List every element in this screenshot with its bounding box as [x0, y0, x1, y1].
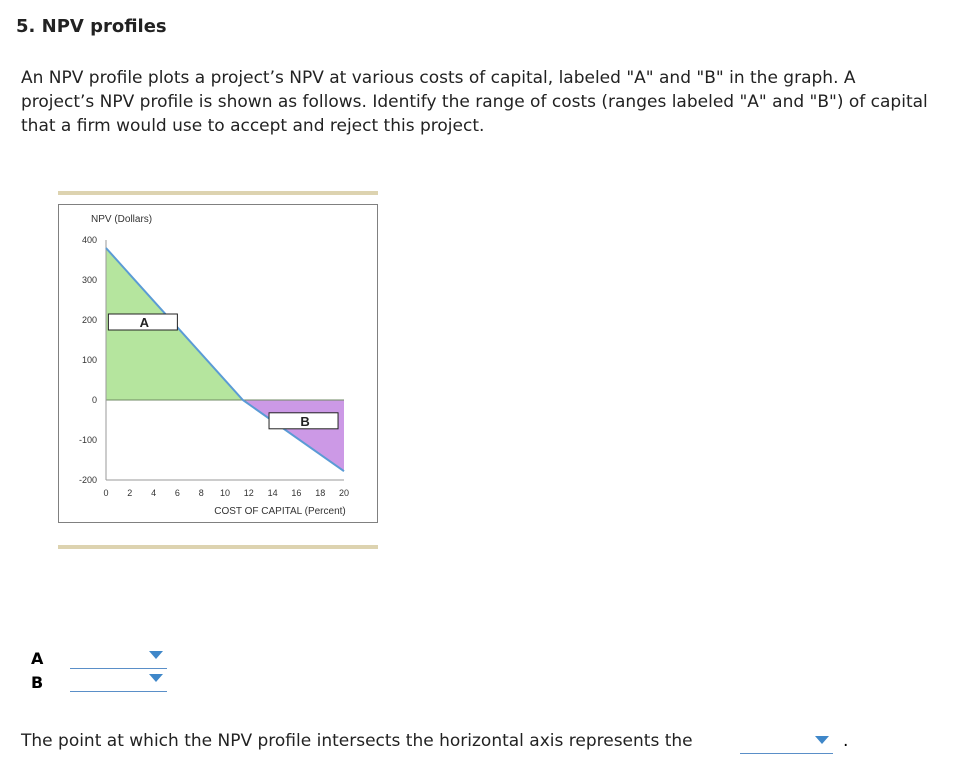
y-tick-label: 200	[81, 315, 97, 325]
x-tick-label: 10	[219, 488, 231, 498]
chevron-down-icon	[149, 674, 163, 682]
range-b-dropdown[interactable]	[70, 669, 167, 692]
y-tick-label: 300	[81, 275, 97, 285]
x-tick-label: 0	[103, 488, 109, 498]
y-tick-label: 0	[91, 395, 97, 405]
x-tick-label: 2	[127, 488, 133, 498]
chevron-down-icon	[815, 736, 829, 744]
chevron-down-icon	[149, 651, 163, 659]
y-tick-label: 400	[81, 235, 97, 245]
answer-label-b: B	[31, 673, 44, 692]
answer-label-a: A	[31, 649, 44, 668]
question-intro: An NPV profile plots a project’s NPV at various costs of capital, labeled "A" and "B" in the graph. A project’s NPV profile is shown as follows. Identify the range of costs (ranges labeled "A" and "B") of capital that a firm would use to accept and reject this project.	[21, 68, 928, 136]
npv-profile-chart	[58, 204, 378, 523]
question-title: 5. NPV profiles	[16, 16, 167, 37]
x-tick-label: 16	[291, 488, 302, 498]
intersection-question: The point at which the NPV profile intersects the horizontal axis represents the	[21, 731, 693, 751]
x-tick-label: 14	[267, 488, 278, 498]
y-tick-label: 100	[81, 355, 97, 365]
x-tick-label: 4	[151, 488, 157, 498]
x-tick-label: 20	[338, 488, 350, 498]
region-b-label: B	[300, 413, 310, 429]
sentence-period: .	[843, 731, 849, 751]
y-tick-label: -200	[78, 475, 97, 485]
region-a-label: A	[139, 315, 150, 330]
y-axis-label: NPV (Dollars)	[91, 214, 153, 225]
chart-svg	[59, 205, 377, 522]
x-tick-label: 12	[243, 488, 254, 498]
x-axis-label: COST OF CAPITAL (Percent)	[214, 506, 346, 517]
x-tick-label: 8	[198, 488, 204, 498]
x-tick-label: 6	[174, 488, 180, 498]
x-tick-label: 18	[315, 488, 326, 498]
graph-top-rule	[58, 191, 378, 195]
graph-bottom-rule	[58, 545, 378, 549]
intersection-dropdown[interactable]	[740, 731, 833, 754]
range-a-dropdown[interactable]	[70, 646, 167, 669]
y-tick-label: -100	[78, 435, 97, 445]
